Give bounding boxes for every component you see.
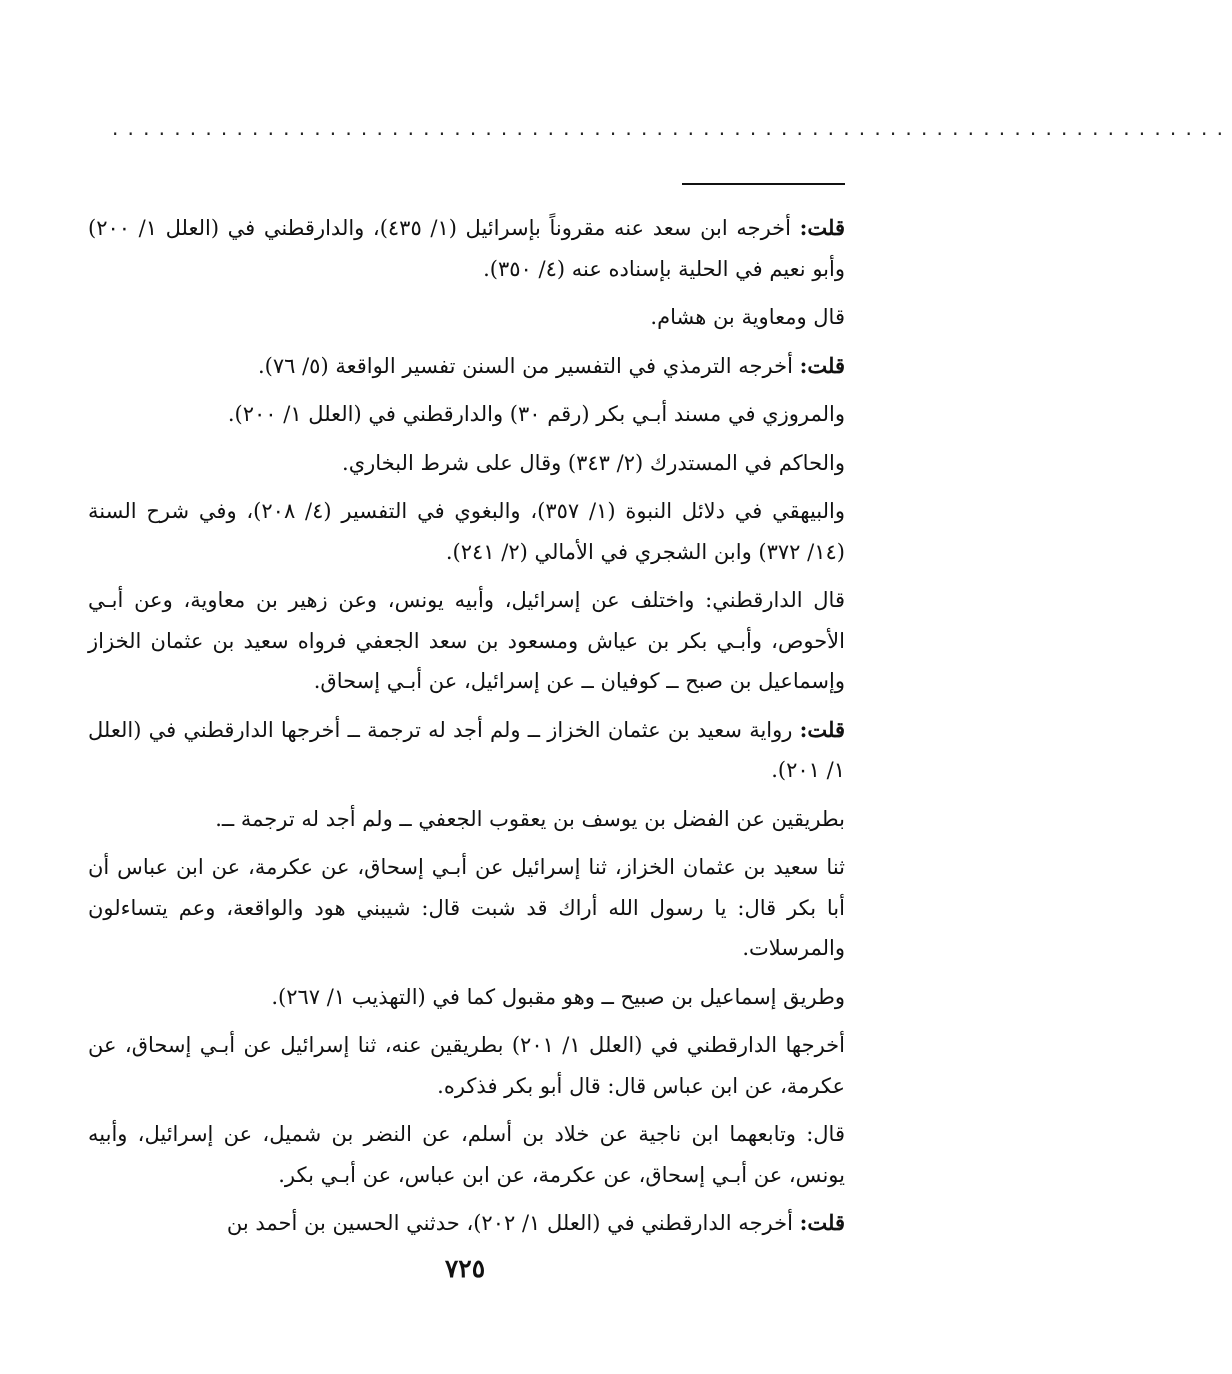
paragraph — [88, 710, 845, 791]
paragraph-text: أخرجه الدارقطني في (العلل ١/ ٢٠٢)، حدثني الحسين بن أحمد بن — [226, 1211, 800, 1235]
paragraph — [88, 208, 845, 289]
paragraph-text: والحاكم في المستدرك (٢/ ٣٤٣) وقال على شرط البخاري. — [342, 450, 845, 475]
paragraph-lead: قلت: — [799, 352, 845, 378]
paragraph-text: قال: وتابعهما ابن ناجية عن خلاد بن أسلم، عن النضر بن شميل، عن إسرائيل، وأبيه يونس، عن أبـي إسحاق، عن عكرمة، عن ابن عباس، عن أبـي بكر. — [88, 1122, 845, 1187]
paragraph — [88, 977, 845, 1018]
paragraph-text: قال ومعاوية بن هشام. — [650, 305, 845, 329]
paragraph — [88, 297, 845, 338]
paragraph-text: ثنا سعيد بن عثمان الخزاز، ثنا إسرائيل عن أبـي إسحاق، عن عكرمة، عن ابن عباس أن أبا بكر قال: يا رسول الله أراك قد شبت قال: شيبني هود والواقعة، وعم يتساءلون والمرسلات. — [88, 855, 845, 960]
paragraph — [88, 1114, 845, 1195]
page-number: ٧٢٥ — [444, 1254, 486, 1283]
paragraph — [88, 580, 845, 702]
paragraph-lead: قلت: — [799, 716, 845, 742]
paragraph-text: والمروزي في مسند أبـي بكر (رقم ٣٠) والدارقطني في (العلل ١/ ٢٠٠). — [227, 402, 845, 426]
paragraph — [88, 346, 845, 387]
footnote-rule — [682, 183, 845, 185]
paragraph — [88, 1025, 845, 1106]
paragraph-text: قال الدارقطني: واختلف عن إسرائيل، وأبيه يونس، وعن زهير بن معاوية، وعن أبـي الأحوص، وأبـي بكر بن عياش ومسعود بن سعد الجعفي فرواه سعيد بن عثمان الخزاز وإسماعيل بن صبح ــ كوفيان ــ عن إسرائيل، عن أبـي إسحاق. — [88, 588, 845, 693]
paragraph-text: بطريقين عن الفضل بن يوسف بن يعقوب الجعفي ــ ولم أجد له ترجمة ــ. — [215, 806, 845, 831]
separator-dots: ........................................................................ — [112, 116, 1232, 140]
paragraph — [88, 394, 845, 435]
paragraph-text: أخرجه ابن سعد عنه مقروناً بإسرائيل (١/ ٤٣٥)، والدارقطني في (العلل ١/ ٢٠٠) وأبو نعيم في الحلية بإسناده عنه (٤/ ٣٥٠). — [88, 216, 845, 281]
paragraph-text: والبيهقي في دلائل النبوة (١/ ٣٥٧)، والبغوي في التفسير (٤/ ٢٠٨)، وفي شرح السنة (١٤/ ٣٧٢) وابن الشجري في الأمالي (٢/ ٢٤١). — [88, 499, 845, 564]
paragraph-text: وطريق إسماعيل بن صبيح ــ وهو مقبول كما في (التهذيب ١/ ٢٦٧). — [271, 984, 845, 1009]
paragraph-lead: قلت: — [799, 215, 845, 240]
paragraph-text: أخرجه الترمذي في التفسير من السنن تفسير الواقعة (٥/ ٧٦). — [257, 353, 800, 378]
paragraph-text: رواية سعيد بن عثمان الخزاز ــ ولم أجد له ترجمة ــ أخرجها الدارقطني في (العلل ١/ ٢٠١). — [88, 717, 845, 782]
paragraph — [88, 799, 845, 840]
paragraph-text: أخرجها الدارقطني في (العلل ١/ ٢٠١) بطريقين عنه، ثنا إسرائيل عن أبـي إسحاق، عن عكرمة، عن ابن عباس قال: قال أبو بكر فذكره. — [88, 1033, 845, 1098]
footnote-body — [88, 208, 845, 1252]
paragraph — [88, 847, 845, 969]
paragraph — [88, 491, 845, 572]
paragraph — [88, 443, 845, 484]
paragraph-lead: قلت: — [799, 1210, 845, 1235]
paragraph — [88, 1203, 845, 1244]
